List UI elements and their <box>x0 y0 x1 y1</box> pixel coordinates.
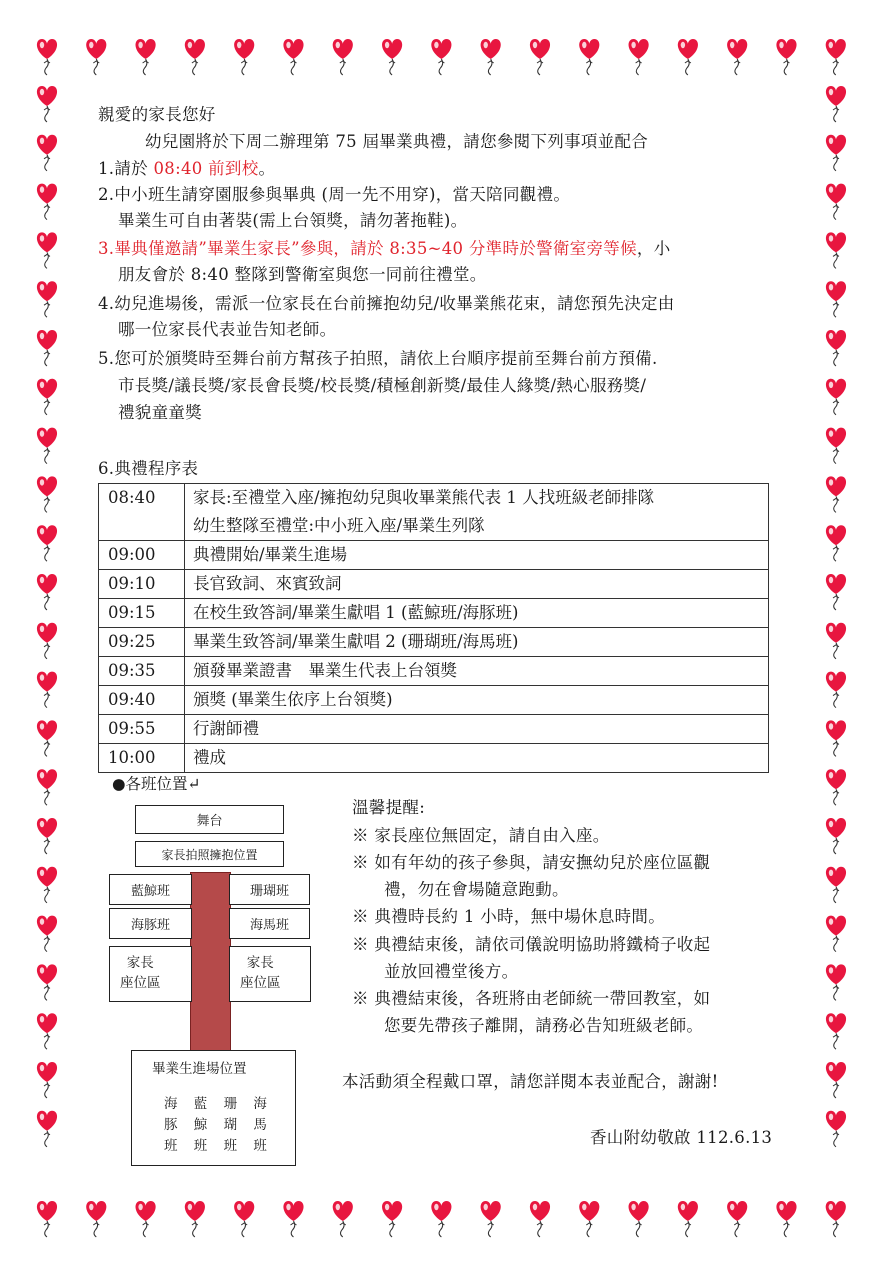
reminder-1: ※ 家長座位無固定，請自由入座。 <box>352 826 610 845</box>
item-1 <box>98 155 275 182</box>
heart-balloon-icon <box>826 135 846 171</box>
heart-balloon-icon <box>579 39 599 75</box>
table-row <box>99 570 769 599</box>
parent-seating-left-line-1: 家長 <box>126 955 154 971</box>
greeting: 親愛的家長您好 <box>98 105 216 124</box>
seating-heading: ●各班位置↵ <box>112 775 201 793</box>
heart-balloon-icon <box>826 476 846 512</box>
parent-seating-left <box>109 946 192 1002</box>
heart-balloon-icon <box>727 1201 747 1237</box>
heart-balloon-icon <box>826 1062 846 1098</box>
heart-balloon-icon <box>37 720 57 756</box>
heart-balloon-icon <box>826 574 846 610</box>
reminder-2-line-2: 禮，勿在會場隨意跑動。 <box>384 880 569 899</box>
time-cell: 09:10 <box>99 570 185 599</box>
photo-area-box: 家長拍照擁抱位置 <box>135 841 284 867</box>
heart-balloon-icon <box>37 916 57 952</box>
heart-balloon-icon <box>826 184 846 220</box>
heart-balloon-icon <box>579 1201 599 1237</box>
heart-balloon-icon <box>776 39 796 75</box>
heart-balloon-icon <box>37 330 57 366</box>
heart-balloon-icon <box>37 672 57 708</box>
item-2-line-2: 畢業生可自由著裝(需上台領獎，請勿著拖鞋)。 <box>118 211 468 230</box>
heart-balloon-icon <box>86 1201 106 1237</box>
heart-balloon-icon <box>37 574 57 610</box>
table-row <box>99 628 769 657</box>
heart-balloon-icon <box>826 428 846 464</box>
parent-seating-right-line-1: 家長 <box>246 955 274 971</box>
heart-balloon-icon <box>826 1013 846 1049</box>
heart-balloon-icon <box>37 964 57 1000</box>
heart-balloon-icon <box>431 39 451 75</box>
table-row <box>99 715 769 744</box>
heart-balloon-icon <box>530 1201 550 1237</box>
event-cell: 頒發畢業證書 畢業生代表上台領獎 <box>185 657 769 686</box>
time-cell: 09:25 <box>99 628 185 657</box>
reminder-4-line-2: 並放回禮堂後方。 <box>384 962 519 981</box>
table-row <box>99 744 769 773</box>
heart-balloon-icon <box>826 379 846 415</box>
heart-balloon-icon <box>727 39 747 75</box>
reminder-2-line-1: ※ 如有年幼的孩子參與，請安撫幼兒於座位區觀 <box>352 853 711 872</box>
heart-balloon-icon <box>481 39 501 75</box>
heart-balloon-icon <box>530 39 550 75</box>
heart-balloon-icon <box>678 39 698 75</box>
heart-balloon-icon <box>826 86 846 122</box>
heart-balloon-icon <box>136 1201 156 1237</box>
table-row <box>99 484 769 541</box>
time-cell: 10:00 <box>99 744 185 773</box>
parent-seating-right <box>229 946 311 1002</box>
event-cell: 禮成 <box>185 744 769 773</box>
heart-balloon-icon <box>481 1201 501 1237</box>
heart-balloon-icon <box>826 525 846 561</box>
heart-balloon-icon <box>826 964 846 1000</box>
heart-balloon-icon <box>37 623 57 659</box>
item-5-line-1: 5.您可於頒獎時至舞台前方幫孩子拍照，請依上台順序提前至舞台前方預備. <box>98 349 658 368</box>
heart-balloon-icon <box>37 1062 57 1098</box>
heart-balloon-icon <box>382 39 402 75</box>
class-box-coral: 珊瑚班 <box>229 874 310 905</box>
intro-line: 幼兒園將於下周二辦理第 75 屆畢業典禮，請您參閱下列事項並配合 <box>145 132 649 151</box>
heart-balloon-icon <box>678 1201 698 1237</box>
heart-balloon-icon <box>37 525 57 561</box>
heart-balloon-icon <box>826 623 846 659</box>
heart-balloon-icon <box>826 672 846 708</box>
heart-balloon-icon <box>826 720 846 756</box>
item-1-arrival-time: 08:40 前到校 <box>153 159 259 178</box>
table-row <box>99 541 769 570</box>
heart-balloon-icon <box>629 39 649 75</box>
heart-balloon-icon <box>37 184 57 220</box>
event-cell: 長官致詞、來賓致詞 <box>185 570 769 599</box>
heart-balloon-icon <box>333 39 353 75</box>
heart-balloon-icon <box>283 39 303 75</box>
heart-balloon-icon <box>826 818 846 854</box>
heart-balloon-icon <box>826 281 846 317</box>
heart-balloon-icon <box>185 1201 205 1237</box>
heart-balloon-icon <box>826 769 846 805</box>
table-row <box>99 686 769 715</box>
parent-seating-left-line-2: 座位區 <box>120 975 161 991</box>
event-line: 家長:至禮堂入座/擁抱幼兒與收畢業熊代表 1 人找班級老師排隊 <box>193 488 655 507</box>
heart-balloon-icon <box>37 1111 57 1147</box>
time-cell: 08:40 <box>99 484 185 541</box>
heart-balloon-icon <box>37 232 57 268</box>
item-1-prefix: 1.請於 <box>98 159 154 178</box>
time-cell: 09:40 <box>99 686 185 715</box>
graduate-row-2: 豚 鯨 瑚 馬 <box>164 1117 273 1133</box>
time-cell: 09:15 <box>99 599 185 628</box>
heart-balloon-icon <box>37 428 57 464</box>
heart-balloon-icon <box>136 39 156 75</box>
event-cell: 頒獎 (畢業生依序上台領獎) <box>185 686 769 715</box>
graduate-row-3: 班 班 班 班 <box>164 1138 273 1154</box>
reminder-5-line-2: 您要先帶孩子離開，請務必告知班級老師。 <box>384 1016 704 1035</box>
heart-balloon-icon <box>234 39 254 75</box>
class-box-blue-whale: 藍鯨班 <box>109 874 192 905</box>
event-line: 幼生整隊至禮堂:中小班入座/畢業生列隊 <box>193 516 485 535</box>
heart-balloon-icon <box>37 281 57 317</box>
graduate-entry-box <box>131 1050 296 1166</box>
heart-balloon-icon <box>826 867 846 903</box>
heart-balloon-icon <box>826 232 846 268</box>
item-1-suffix: 。 <box>258 159 276 178</box>
parent-seating-right-line-2: 座位區 <box>240 975 281 991</box>
item-4-line-2: 哪一位家長代表並告知老師。 <box>118 320 337 339</box>
event-cell <box>185 484 769 541</box>
signature: 香山附幼敬啟 112.6.13 <box>590 1128 773 1147</box>
heart-balloon-icon <box>37 867 57 903</box>
heart-balloon-icon <box>37 379 57 415</box>
schedule-table <box>98 483 769 773</box>
reminder-title: 溫馨提醒: <box>352 798 426 817</box>
heart-balloon-icon <box>283 1201 303 1237</box>
time-cell: 09:55 <box>99 715 185 744</box>
schedule-heading: 6.典禮程序表 <box>98 459 199 478</box>
heart-balloon-icon <box>86 39 106 75</box>
time-cell: 09:35 <box>99 657 185 686</box>
heart-balloon-icon <box>826 1201 846 1237</box>
class-box-seahorse: 海馬班 <box>229 908 310 939</box>
event-cell: 行謝師禮 <box>185 715 769 744</box>
center-aisle <box>190 872 231 1052</box>
heart-balloon-icon <box>234 1201 254 1237</box>
graduate-class-order <box>164 1094 273 1157</box>
heart-balloon-icon <box>37 135 57 171</box>
heart-balloon-icon <box>37 39 57 75</box>
heart-balloon-icon <box>37 1013 57 1049</box>
reminder-5-line-1: ※ 典禮結束後，各班將由老師統一帶回教室，如 <box>352 989 711 1008</box>
heart-balloon-icon <box>37 769 57 805</box>
item-2-line-1: 2.中小班生請穿園服參與畢典 (周一先不用穿)，當天陪同觀禮。 <box>98 185 571 204</box>
event-cell: 典禮開始/畢業生進場 <box>185 541 769 570</box>
item-5-line-2: 市長獎/議長獎/家長會長獎/校長獎/積極創新獎/最佳人緣獎/熱心服務獎/ <box>118 376 647 395</box>
item-3-highlight: 3.畢典僅邀請”畢業生家長”參與，請於 8:35~40 分準時於警衛室旁等候 <box>98 239 637 258</box>
heart-balloon-icon <box>629 1201 649 1237</box>
mask-notice: 本活動須全程戴口罩，請您詳閱本表並配合，謝謝! <box>342 1072 719 1091</box>
event-cell: 在校生致答詞/畢業生獻唱 1 (藍鯨班/海豚班) <box>185 599 769 628</box>
heart-balloon-icon <box>431 1201 451 1237</box>
reminder-3: ※ 典禮時長約 1 小時，無中場休息時間。 <box>352 907 666 926</box>
item-5-line-3: 禮貌童童獎 <box>118 403 202 422</box>
item-3-tail: ，小 <box>636 239 671 258</box>
heart-balloon-icon <box>185 39 205 75</box>
item-3-line-1 <box>98 235 671 262</box>
item-4-line-1: 4.幼兒進場後，需派一位家長在台前擁抱幼兒/收畢業熊花束，請您預先決定由 <box>98 294 675 313</box>
heart-balloon-icon <box>37 476 57 512</box>
class-box-dolphin: 海豚班 <box>109 908 192 939</box>
graduate-row-1: 海 藍 珊 海 <box>164 1096 273 1112</box>
table-row <box>99 599 769 628</box>
heart-balloon-icon <box>37 1201 57 1237</box>
heart-balloon-icon <box>826 39 846 75</box>
reminder-4-line-1: ※ 典禮結束後，請依司儀說明協助將鐵椅子收起 <box>352 935 711 954</box>
graduate-entry-title: 畢業生進場位置 <box>152 1061 247 1077</box>
heart-balloon-icon <box>382 1201 402 1237</box>
heart-balloon-icon <box>826 1111 846 1147</box>
heart-balloon-icon <box>37 818 57 854</box>
stage-box: 舞台 <box>135 805 284 834</box>
time-cell: 09:00 <box>99 541 185 570</box>
heart-balloon-icon <box>333 1201 353 1237</box>
heart-balloon-icon <box>826 330 846 366</box>
event-cell: 畢業生致答詞/畢業生獻唱 2 (珊瑚班/海馬班) <box>185 628 769 657</box>
heart-balloon-icon <box>826 916 846 952</box>
item-3-line-2: 朋友會於 8:40 整隊到警衛室與您一同前往禮堂。 <box>118 265 487 284</box>
table-row <box>99 657 769 686</box>
heart-balloon-icon <box>37 86 57 122</box>
heart-balloon-icon <box>776 1201 796 1237</box>
